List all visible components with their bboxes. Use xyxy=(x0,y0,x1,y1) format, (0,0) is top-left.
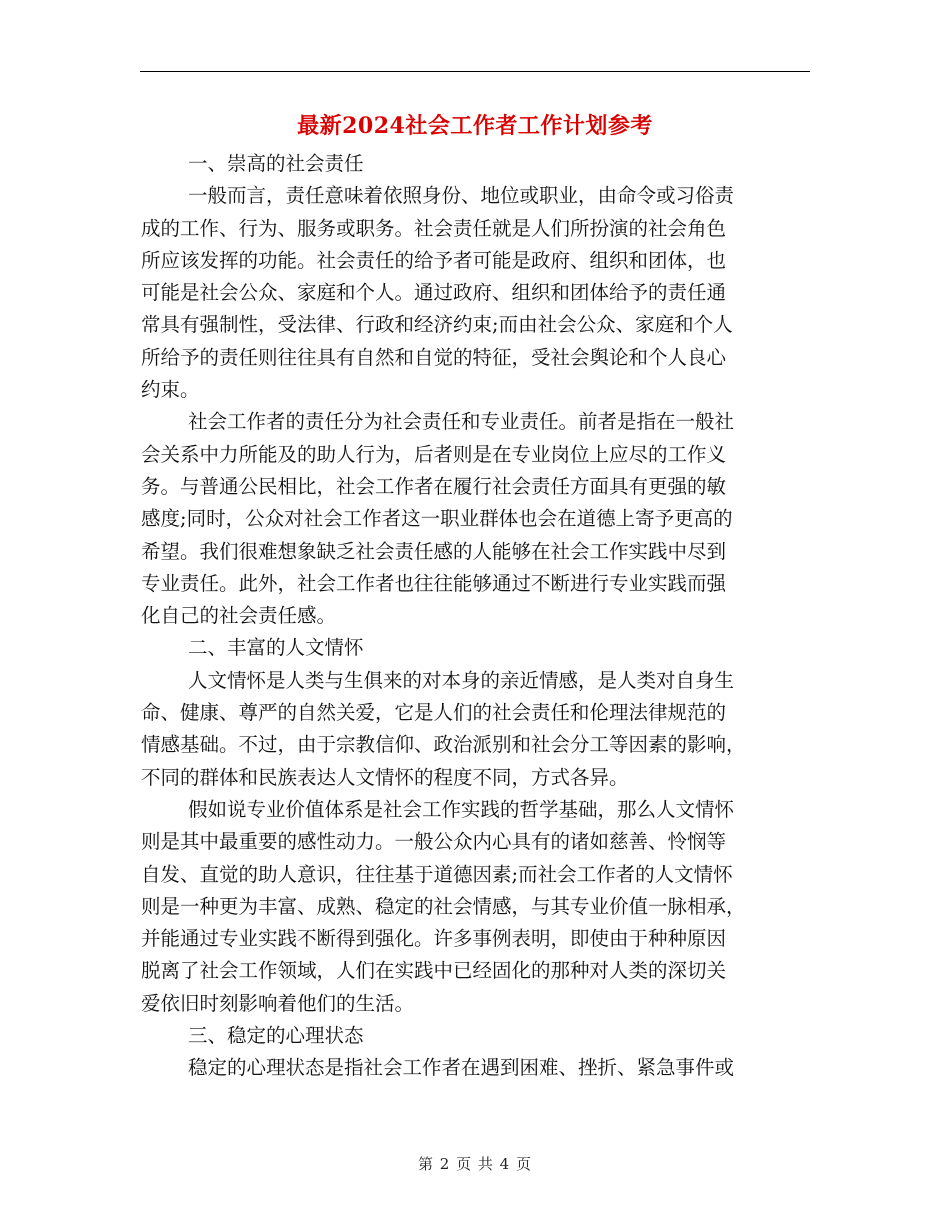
paragraph-line: 一般而言，责任意味着依照身份、地位或职业，由命令或习俗责 xyxy=(188,184,735,208)
document-title: 最新2024社会工作者工作计划参考 xyxy=(297,113,653,139)
section-heading: 二、丰富的人文情怀 xyxy=(188,636,364,660)
paragraph-line: 爱依旧时刻影响着他们的生活。 xyxy=(141,991,415,1015)
header-rule xyxy=(140,71,810,72)
paragraph-line: 感度;同时，公众对社会工作者这一职业群体也会在道德上寄予更高的 xyxy=(141,507,733,531)
paragraph-line: 成的工作、行为、服务或职务。社会责任就是人们所扮演的社会角色 xyxy=(141,216,727,240)
paragraph-line: 则是一种更为丰富、成熟、稳定的社会情感，与其专业价值一脉相承， xyxy=(141,894,746,918)
paragraph-line: 命、健康、尊严的自然关爱，它是人们的社会责任和伦理法律规范的 xyxy=(141,701,727,725)
page-footer: 第 2 页 共 4 页 xyxy=(418,1155,532,1173)
paragraph-line: 假如说专业价值体系是社会工作实践的哲学基础，那么人文情怀 xyxy=(188,797,735,821)
paragraph-line: 情感基础。不过，由于宗教信仰、政治派别和社会分工等因素的影响， xyxy=(141,733,746,757)
section-heading: 三、稳定的心理状态 xyxy=(188,1024,364,1048)
paragraph-line: 化自己的社会责任感。 xyxy=(141,604,337,628)
paragraph-line: 约束。 xyxy=(141,378,200,402)
paragraph-line: 所应该发挥的功能。社会责任的给予者可能是政府、组织和团体，也 xyxy=(141,248,727,272)
paragraph-line: 所给予的责任则往往具有自然和自觉的特征，受社会舆论和个人良心 xyxy=(141,345,727,369)
paragraph-line: 人文情怀是人类与生俱来的对本身的亲近情感，是人类对自身生 xyxy=(188,668,735,692)
paragraph-line: 不同的群体和民族表达人文情怀的程度不同，方式各异。 xyxy=(141,765,629,789)
paragraph-line: 脱离了社会工作领域，人们在实践中已经固化的那种对人类的深切关 xyxy=(141,959,727,983)
paragraph-line: 自发、直觉的助人意识，往往基于道德因素;而社会工作者的人文情怀 xyxy=(141,862,733,886)
paragraph-line: 稳定的心理状态是指社会工作者在遇到困难、挫折、紧急事件或 xyxy=(188,1056,735,1080)
section-heading: 一、崇高的社会责任 xyxy=(188,152,364,175)
paragraph-line: 则是其中最重要的感性动力。一般公众内心具有的诸如慈善、怜悯等 xyxy=(141,830,727,854)
paragraph-line: 并能通过专业实践不断得到强化。许多事例表明，即使由于种种原因 xyxy=(141,927,727,951)
paragraph-line: 专业责任。此外，社会工作者也往往能够通过不断进行专业实践而强 xyxy=(141,571,727,595)
paragraph-line: 会关系中力所能及的助人行为，后者则是在专业岗位上应尽的工作义 xyxy=(141,442,727,466)
paragraph-line: 常具有强制性，受法律、行政和经济约束;而由社会公众、家庭和个人 xyxy=(141,313,733,337)
paragraph-line: 希望。我们很难想象缺乏社会责任感的人能够在社会工作实践中尽到 xyxy=(141,539,727,563)
paragraph-line: 务。与普通公民相比，社会工作者在履行社会责任方面具有更强的敏 xyxy=(141,474,727,498)
paragraph-line: 可能是社会公众、家庭和个人。通过政府、组织和团体给予的责任通 xyxy=(141,281,727,305)
paragraph-line: 社会工作者的责任分为社会责任和专业责任。前者是指在一般社 xyxy=(188,410,735,434)
document-body xyxy=(141,148,811,1085)
